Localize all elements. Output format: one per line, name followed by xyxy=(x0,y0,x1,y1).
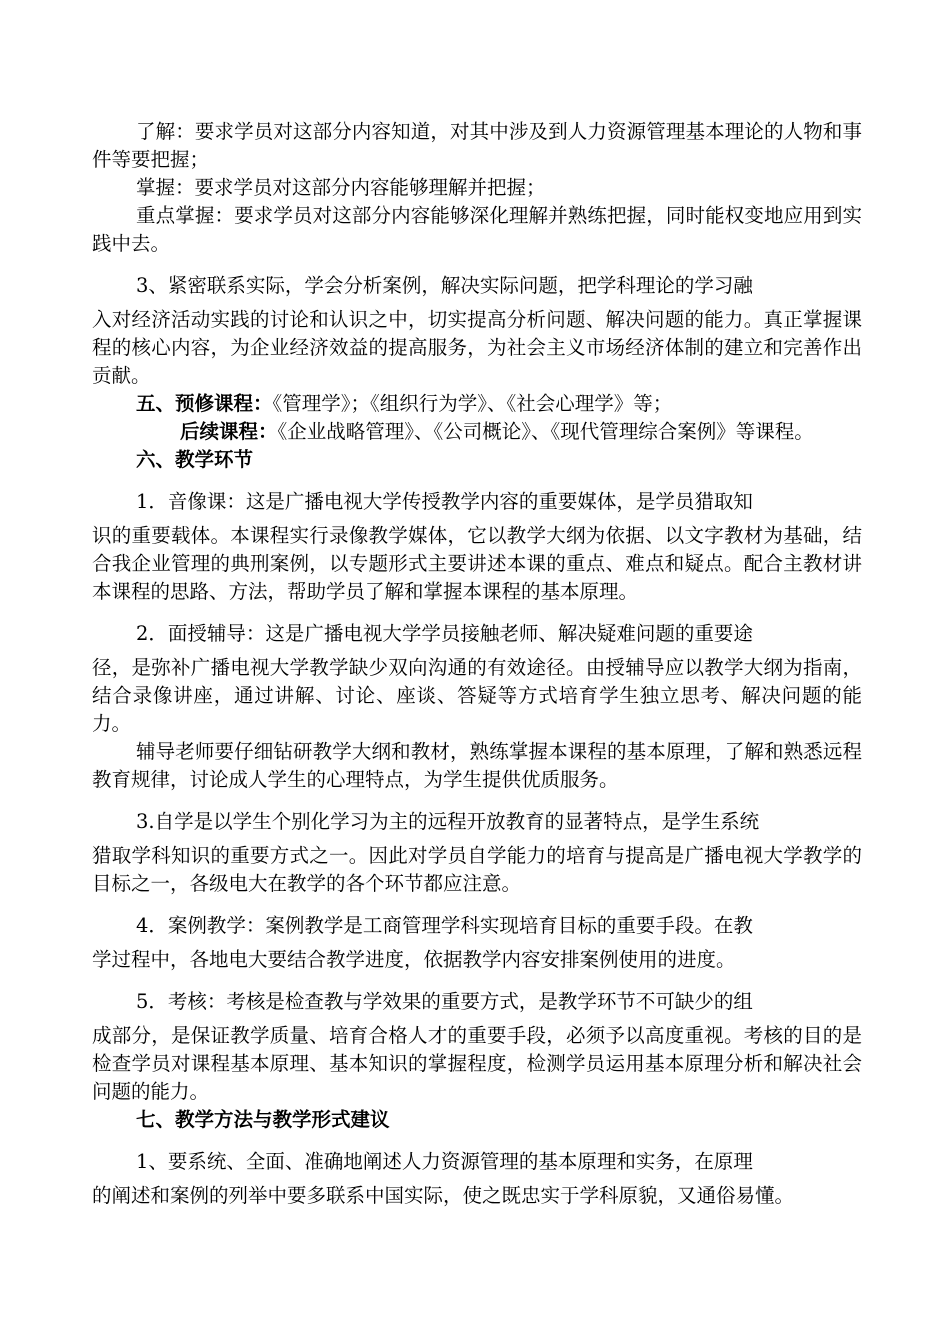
paragraph-exam-body: 成部分，是保证教学质量、培育合格人才的重要手段，必须予以高度重视。考核的目的是检查学员对课程基本原理、基本知识的掌握程度，检测学员运用基本原理分析和解决社会问题的能力。 xyxy=(92,1024,862,1103)
paragraph-exam-lead: 5．考核：考核是检查教与学效果的重要方式，是教学环节不可缺少的组 xyxy=(136,990,753,1013)
paragraph-method-lead: 1、要系统、全面、准确地阐述人力资源管理的基本原理和实务，在原理 xyxy=(136,1150,753,1173)
paragraph-practice-lead: 3、紧密联系实际，学会分析案例，解决实际问题，把学科理论的学习融 xyxy=(136,274,753,297)
paragraph-selfstudy-body: 猎取学科知识的重要方式之一。因此对学员自学能力的培育与提高是广播电视大学教学的目标之一，各级电大在教学的各个环节都应注意。 xyxy=(92,844,862,895)
section-5-heading: 五、预修课程： xyxy=(136,392,273,415)
paragraph-method-body: 的阐述和案例的列举中要多联系中国实际，使之既忠实于学科原貌，又通俗易懂。 xyxy=(92,1184,795,1207)
paragraph-practice-body: 入对经济活动实践的讨论和认识之中，切实提高分析问题、解决问题的能力。真正掌握课程的核心内容，为企业经济效益的提高服务，为社会主义市场经济体制的建立和完善作出贡献。 xyxy=(92,308,862,387)
paragraph-tutor-duty: 辅导老师要仔细钻研教学大纲和教材，熟练掌握本课程的基本原理，了解和熟悉远程教育规律，讨论成人学生的心理特点，为学生提供优质服务。 xyxy=(92,740,862,791)
followup-list: 《企业战略管理》、《公司概论》、《现代管理综合案例》等课程。 xyxy=(277,420,814,443)
section-7-heading: 七、教学方法与教学形式建议 xyxy=(136,1108,390,1131)
prerequisite-list: 《管理学》；《组织行为学》、《社会心理学》等； xyxy=(272,392,673,415)
paragraph-master: 掌握：要求学员对这部分内容能够理解并把握； xyxy=(136,176,546,199)
followup-courses xyxy=(92,418,862,446)
followup-label: 后续课程： xyxy=(180,420,278,443)
section-6-heading: 六、教学环节 xyxy=(136,448,254,471)
paragraph-av-body: 识的重要载体。本课程实行录像教学媒体，它以教学大纲为依据、以文字教材为基础，结合我企业管理的典刑案例，以专题形式主要讲述本课的重点、难点和疑点。配合主教材讲本课程的思路、方法，帮助学员了解和掌握本课程的基本原理。 xyxy=(92,524,862,603)
paragraph-selfstudy-lead: 3.自学是以学生个别化学习为主的远程开放教育的显著特点，是学生系统 xyxy=(136,810,760,833)
paragraph-key-master: 重点掌握：要求学员对这部分内容能够深化理解并熟练把握，同时能权变地应用到实践中去。 xyxy=(92,204,862,255)
paragraph-case-lead: 4．案例教学：案例教学是工商管理学科实现培育目标的重要手段。在教 xyxy=(136,914,753,937)
paragraph-case-body: 学过程中，各地电大要结合教学进度，依据教学内容安排案例使用的进度。 xyxy=(92,948,736,971)
paragraph-tutoring-body: 径，是弥补广播电视大学教学缺少双向沟通的有效途径。由授辅导应以教学大纲为指南，结合录像讲座，通过讲解、讨论、座谈、答疑等方式培育学生独立思考、解决问题的能力。 xyxy=(92,656,862,735)
paragraph-understand: 了解：要求学员对这部分内容知道，对其中涉及到人力资源管理基本理论的人物和事件等要把握； xyxy=(92,120,862,171)
document-page xyxy=(92,118,862,1210)
paragraph-tutoring-lead: 2．面授辅导：这是广播电视大学学员接触老师、解决疑难问题的重要途 xyxy=(136,622,753,645)
paragraph-av-lead: 1．音像课：这是广播电视大学传授教学内容的重要媒体，是学员猎取知 xyxy=(136,490,753,513)
prerequisite-courses xyxy=(92,390,862,418)
